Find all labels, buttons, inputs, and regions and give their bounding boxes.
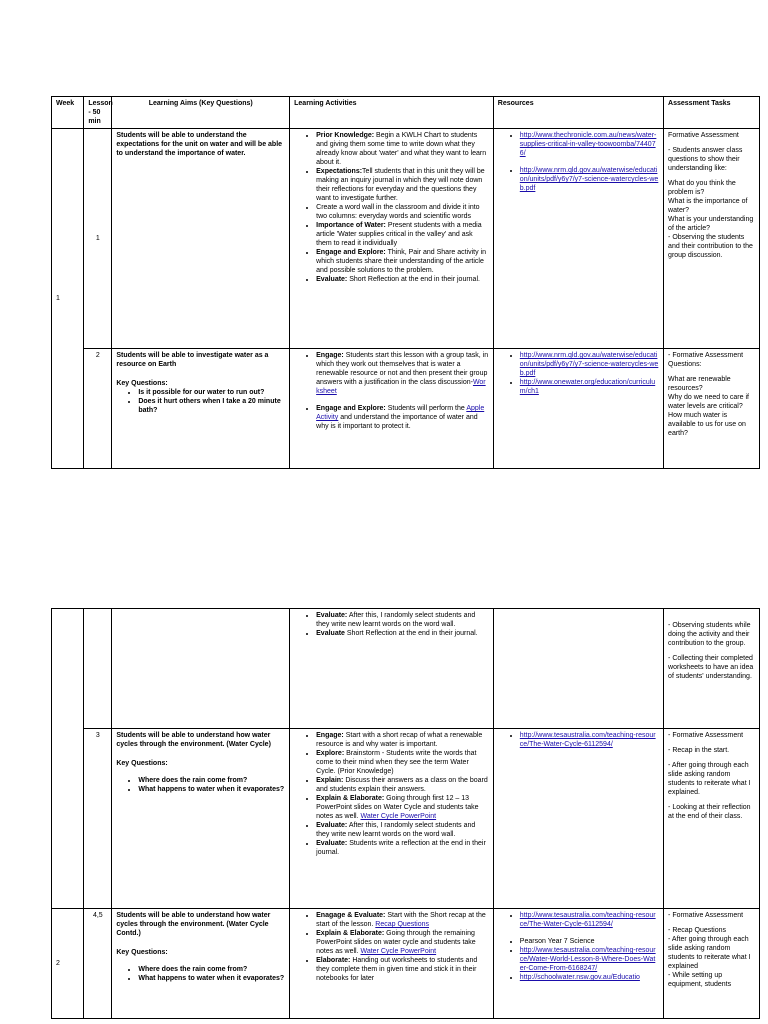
list-item (520, 911, 659, 929)
list-item: • Explain & Elaborate: Going through the remaining PowerPoint slides on water cycle and students take notes as well. Water Cycle PowerPoint (316, 929, 489, 956)
list-item: • What happens to water when it evaporates? (138, 785, 285, 794)
activities-cell (290, 909, 494, 1019)
header-lesson: Lesson - 50 min (84, 97, 112, 129)
activities-cell (290, 609, 494, 729)
resources-cell (493, 129, 663, 349)
recap-questions-link[interactable]: Recap Questions (375, 921, 429, 928)
key-questions-list (116, 776, 285, 794)
aims-cell (112, 129, 290, 349)
key-questions-list (116, 965, 285, 983)
header-resources: Resources (493, 97, 663, 129)
list-item: • Elaborate: Handing out worksheets to students and they complete them in given time and stick it in their notebooks for later (316, 956, 489, 983)
aims-cell (112, 909, 290, 1019)
activities-cell (290, 729, 494, 909)
assessment-cell (664, 609, 760, 729)
assessment-title: - Formative Assessment (668, 732, 744, 739)
activities-list (294, 911, 489, 983)
week-cell (52, 609, 84, 909)
lesson-cell: 4,5 (84, 909, 112, 1019)
water-cycle-ppt-link[interactable]: Water Cycle PowerPoint (360, 813, 437, 820)
resources-cell (493, 609, 663, 729)
list-item (520, 973, 659, 982)
lesson-cell (84, 609, 112, 729)
list-item (520, 131, 659, 158)
list-item: • Where does the rain come from? (138, 965, 285, 974)
list-item: • Prior Knowledge: Begin a KWLH Chart to students and giving them some time to write down what they already know about 'water' and what they want to learn about it. (316, 131, 489, 167)
assessment-text: - Collecting their completed worksheets to have an idea of students' understanding. (668, 655, 754, 680)
assessment-text: - Looking at their reflection at the end of their class. (668, 804, 751, 820)
assessment-text: - Formative Assessment Questions: (668, 352, 744, 368)
resource-link[interactable]: http://www.tesaustralia.com/teaching-resource/Water-World-Lesson-8-Where-Does-Water-Come-From-6168247/ (519, 947, 656, 972)
list-item: • Engage: Start with a short recap of what a renewable resource is and why water is important. (316, 731, 489, 749)
table-row (52, 609, 760, 729)
lesson-cell: 3 (84, 729, 112, 909)
key-questions-title: Key Questions: (116, 380, 168, 387)
list-item: • Evaluate: Short Reflection at the end in their journal. (316, 275, 489, 284)
water-cycle-ppt-link[interactable]: Water Cycle PowerPoint (360, 948, 437, 955)
key-questions-title: Key Questions: (116, 949, 168, 956)
assessment-questions: What do you think the problem is? What is the importance of water? What is your understanding of the article? - Observing the students and their contribution to the group discussion. (668, 180, 754, 259)
list-item: • Does it hurt others when I take a 20 minute bath? (138, 397, 285, 415)
resources-cell (493, 909, 663, 1019)
activities-list (294, 131, 489, 284)
lesson-plan-table-page-2 (51, 608, 760, 1019)
assessment-text: - Students answer class questions to show their understanding like: (668, 147, 743, 172)
list-item: • Evaluate Short Reflection at the end in their journal. (316, 629, 489, 638)
apple-activity-link[interactable]: Apple Activity (316, 405, 485, 421)
learning-aim: Students will be able to understand how water cycles through the environment. (Water Cycle) (116, 732, 271, 748)
worksheet-link[interactable]: Worksheet (316, 379, 486, 395)
assessment-text: - Recap Questions - After going through each slide asking random students to reiterate what I explained - While setting up equipment, students (668, 927, 751, 988)
assessment-questions: What are renewable resources? Why do we need to care if water levels are critical? How much water is available to us for use on earth? (668, 376, 749, 437)
header-activities: Learning Activities (290, 97, 494, 129)
aims-cell (112, 349, 290, 469)
list-item: • Evaluate: After this, I randomly select students and they write new learnt words on the word wall. (316, 611, 489, 629)
activities-list (294, 731, 489, 857)
lesson-plan-table-page-1 (51, 96, 760, 469)
resource-link[interactable]: http://schoolwater.nsw.gov.au/Educatio (519, 974, 640, 981)
table-row (52, 729, 760, 909)
list-item: • Is it possible for our water to run out? (138, 388, 285, 397)
resources-list (498, 351, 659, 396)
list-item: • Enagage & Evaluate: Start with the Short recap at the start of the lesson. Recap Questions (316, 911, 489, 929)
list-item: • Explain & Elaborate: Going through first 12 – 13 PowerPoint slides on Water Cycle and students take notes as well. Water Cycle PowerPoint (316, 794, 489, 821)
week-cell: 2 (52, 909, 84, 1019)
learning-aim: Students will be able to understand the expectations for the unit on water and will be able to understand the importance of water. (116, 132, 283, 157)
assessment-text: - Recap in the start. (668, 747, 730, 754)
assessment-text: - After going through each slide asking random students to reiterate what I explained. (668, 762, 751, 796)
key-questions-title: Key Questions: (116, 760, 168, 767)
list-item (520, 378, 659, 396)
aims-cell (112, 609, 290, 729)
list-item: • Engage and Explore: Think, Pair and Share activity in which students share their understanding of the article and possible solutions to the problem. (316, 248, 489, 275)
resources-list (498, 731, 659, 749)
header-assessment: Assessment Tasks (664, 97, 760, 129)
learning-aim: Students will be able to investigate water as a resource on Earth (116, 352, 269, 368)
key-questions-list (116, 388, 285, 415)
table-row (52, 349, 760, 469)
resources-cell (493, 729, 663, 909)
list-item: • Evaluate: Students write a reflection at the end in their journal. (316, 839, 489, 857)
list-item (520, 351, 659, 378)
table-row (52, 909, 760, 1019)
list-item: • Importance of Water: Present students with a media article 'Water supplies critical in the valley' and ask them to read it individually (316, 221, 489, 248)
activities-cell (290, 129, 494, 349)
lesson-cell: 1 (84, 129, 112, 349)
resources-list (498, 131, 659, 193)
resource-text: Pearson Year 7 Science (519, 938, 595, 945)
list-item (520, 166, 659, 193)
header-aims: Learning Aims (Key Questions) (112, 97, 290, 129)
activities-cell (290, 349, 494, 469)
list-item: • Expectations:Tell students that in this unit they will be making an inquiry journal in which they will note down their reflections for everyday and the questions they want to investigate further. (316, 167, 489, 203)
list-item: • Create a word wall in the classroom and divide it into two columns: everyday words and scientific words (316, 203, 489, 221)
aims-cell (112, 729, 290, 909)
list-item: • Explore: Brainstorm - Students write the words that come to their mind when they see the term Water Cycle. (Prior Knowledge) (316, 749, 489, 776)
list-item (520, 937, 659, 946)
assessment-text: - Observing students while doing the activity and their contribution to the group. (668, 622, 751, 647)
resource-link[interactable]: http://www.thechronicle.com.au/news/water-supplies-critical-in-valley-toowoomba/744076/ (519, 132, 657, 157)
table-header-row (52, 97, 760, 129)
activities-list (294, 351, 489, 431)
list-item: • Explain: Discuss their answers as a class on the board and students explain their answers. (316, 776, 489, 794)
assessment-title: - Formative Assessment (668, 912, 744, 919)
week-cell: 1 (52, 129, 84, 469)
list-item (520, 731, 659, 749)
resource-link[interactable]: http://www.onewater.org/education/curriculum/ch1 (519, 379, 656, 395)
resource-link[interactable]: http://www.tesaustralia.com/teaching-resource/The-Water-Cycle-6112594/ (519, 912, 656, 928)
list-item: • Engage and Explore: Students will perform the Apple Activity and understand the importance of water and why is it important to protect it. (316, 404, 489, 431)
table-row (52, 129, 760, 349)
assessment-cell (664, 729, 760, 909)
list-item: • Evaluate: After this, I randomly select students and they write new learnt words on the word wall. (316, 821, 489, 839)
lesson-cell: 2 (84, 349, 112, 469)
assessment-cell (664, 909, 760, 1019)
assessment-title: Formative Assessment (668, 132, 739, 139)
resource-link[interactable]: http://www.nrm.qld.gov.au/waterwise/education/units/pdf/y6y7/y7-science-watercycles-web.pdf (519, 167, 659, 192)
resource-link[interactable]: http://www.tesaustralia.com/teaching-resource/The-Water-Cycle-6112594/ (519, 732, 656, 748)
list-item (520, 946, 659, 973)
list-item: • Engage: Students start this lesson with a group task, in which they work out themselves that is water a renewable resource or not and then present their group answers with a justification in the class discussion-Worksheet (316, 351, 489, 396)
resource-link[interactable]: http://www.nrm.qld.gov.au/waterwise/education/units/pdf/y6y7/y7-science-watercycles-web.pdf (519, 352, 659, 377)
list-item: • Where does the rain come from? (138, 776, 285, 785)
resources-list (498, 911, 659, 982)
list-item: • What happens to water when it evaporates? (138, 974, 285, 983)
header-week: Week (52, 97, 84, 129)
assessment-cell (664, 349, 760, 469)
assessment-cell (664, 129, 760, 349)
resources-cell (493, 349, 663, 469)
activities-list (294, 611, 489, 638)
learning-aim: Students will be able to understand how water cycles through the environment. (Water Cycle Contd.) (116, 912, 271, 937)
